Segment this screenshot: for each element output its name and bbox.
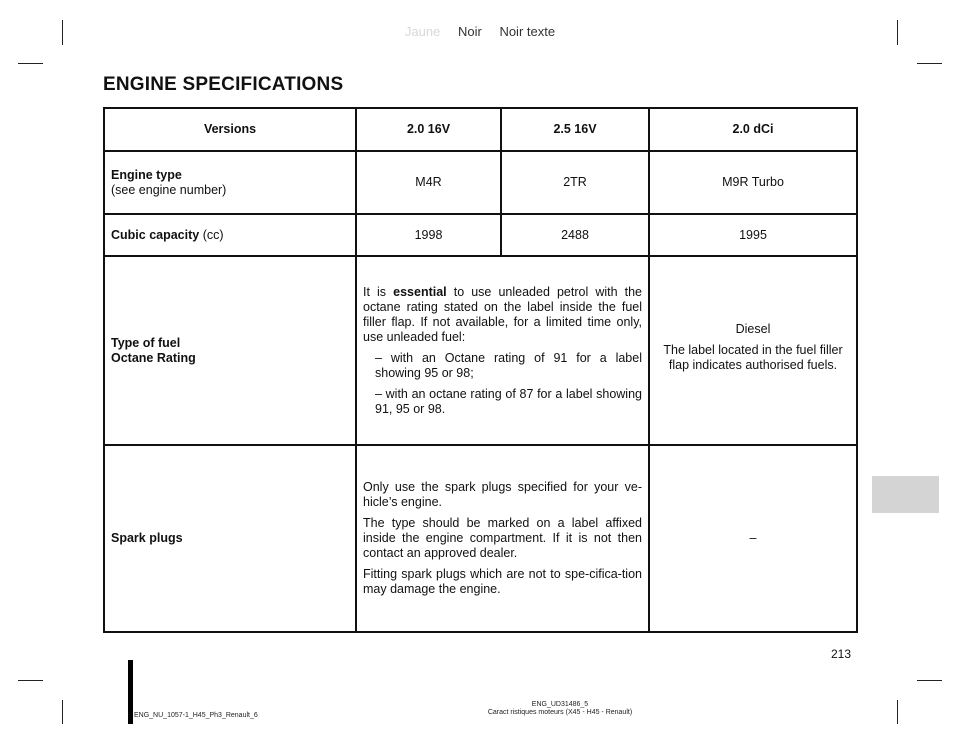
fuel-petrol-pre: It is [363, 284, 394, 299]
cubic-capacity-label-bold: Cubic capacity [111, 227, 200, 242]
page-number: 213 [831, 647, 852, 661]
engine-spec-table [103, 107, 858, 633]
engine-type-2-5-16v: 2TR [501, 151, 649, 214]
fuel-diesel-type: Diesel [735, 322, 771, 336]
table-header-row [104, 108, 857, 151]
header-2-0-dci: 2.0 dCi [649, 108, 857, 151]
spark-plugs-diesel: – [649, 445, 857, 632]
footer-section-id: ENG_UD31486_5 [531, 701, 589, 708]
crop-mark [18, 680, 43, 681]
header-versions: Versions [104, 108, 356, 151]
spark-plugs-paragraph: Fitting spark plugs which are not to spe-cifica-tion may damage the engine. [363, 567, 642, 596]
spark-plugs-label: Spark plugs [104, 445, 356, 632]
fuel-petrol-intro [363, 285, 642, 345]
header-2-5-16v: 2.5 16V [501, 108, 649, 151]
crop-mark [917, 680, 942, 681]
engine-type-label [104, 151, 356, 214]
page-title: ENGINE SPECIFICATIONS [103, 74, 344, 95]
footer-section [460, 701, 660, 717]
spark-plugs-paragraph: The type should be marked on a label affixed inside the engine compartment. If it is not then contact an approved dealer. [363, 516, 642, 560]
fuel-label-line2: Octane Rating [111, 350, 196, 365]
fuel-petrol-requirement [356, 256, 649, 445]
color-label-noir: Noir [457, 24, 482, 39]
cubic-capacity-label [104, 214, 356, 256]
fuel-label [104, 256, 356, 445]
margin-bar [128, 660, 133, 724]
chapter-tab [872, 476, 939, 513]
fuel-petrol-essential: essential [393, 284, 447, 299]
spark-plugs-paragraph: Only use the spark plugs specified for your ve-hicle’s engine. [363, 480, 642, 509]
cubic-capacity-2-0-dci: 1995 [649, 214, 857, 256]
cubic-capacity-label-rest: (cc) [199, 227, 224, 242]
table-row-engine-type [104, 151, 857, 214]
table-row-fuel [104, 256, 857, 445]
crop-mark [18, 63, 43, 64]
fuel-label-line1: Type of fuel [111, 335, 181, 350]
header-2-0-16v: 2.0 16V [356, 108, 501, 151]
crop-mark [897, 700, 898, 724]
print-color-labels [0, 24, 960, 39]
fuel-diesel [649, 256, 857, 445]
spark-plugs-petrol [356, 445, 649, 632]
crop-mark [62, 700, 63, 724]
footer-section-title: Caract ristiques moteurs (X45 - H45 - Renault) [487, 709, 633, 716]
cubic-capacity-2-5-16v: 2488 [501, 214, 649, 256]
table-row-spark-plugs [104, 445, 857, 632]
fuel-petrol-item: – with an octane rating of 87 for a label showing 91, 95 or 98. [375, 386, 642, 416]
table-row-cubic-capacity [104, 214, 857, 256]
engine-type-label-rest: (see engine number) [111, 182, 227, 197]
footer-doc-id: ENG_NU_1057-1_H45_Ph3_Renault_6 [134, 712, 258, 719]
color-label-jaune: Jaune [404, 24, 441, 39]
crop-mark [917, 63, 942, 64]
cubic-capacity-2-0-16v: 1998 [356, 214, 501, 256]
fuel-diesel-note: The label located in the fuel filler flap indicates authorised fuels. [663, 343, 843, 372]
color-label-noir-texte: Noir texte [499, 24, 556, 39]
engine-type-2-0-dci: M9R Turbo [649, 151, 857, 214]
fuel-petrol-item: – with an Octane rating of 91 for a label showing 95 or 98; [375, 350, 642, 380]
engine-type-2-0-16v: M4R [356, 151, 501, 214]
engine-type-label-bold: Engine type [111, 167, 182, 182]
fuel-petrol-post: to use unleaded petrol with the octane rating stated on the label inside the fuel filler flap. If not available, for a limited time only, use unleaded fuel: [363, 284, 643, 344]
